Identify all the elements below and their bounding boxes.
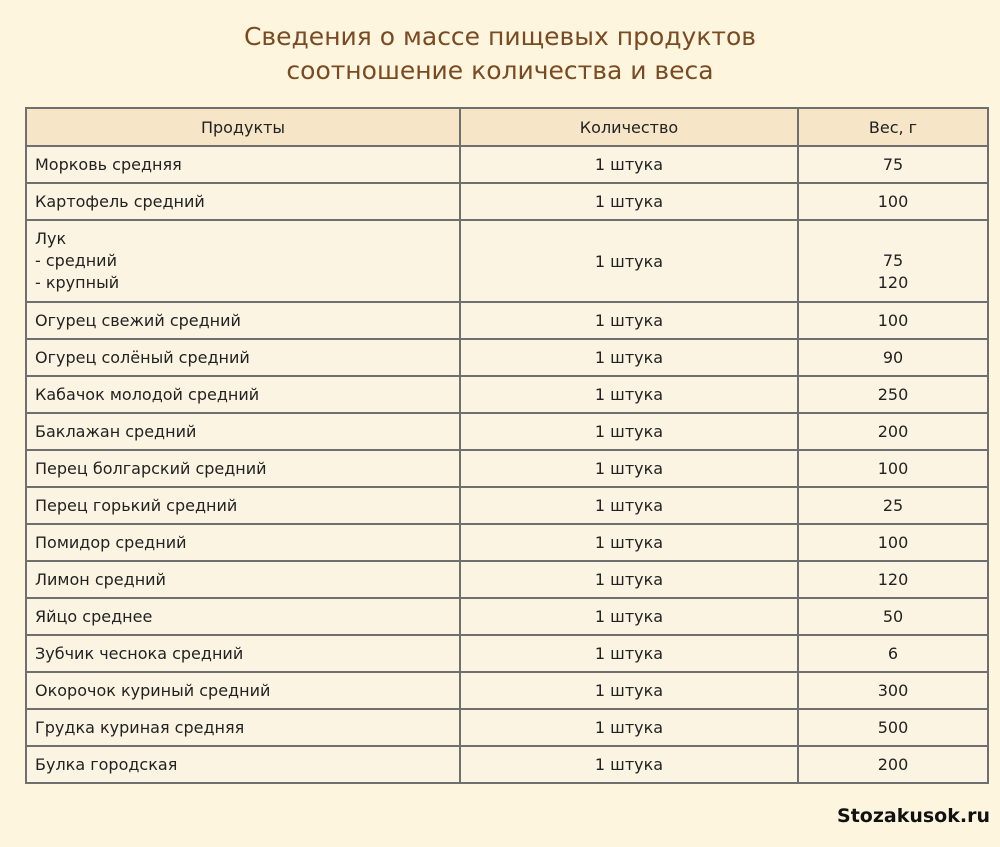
product-weight: 100 [798,183,988,220]
product-quantity: 1 штука [460,220,798,302]
product-quantity: 1 штука [460,302,798,339]
product-quantity: 1 штука [460,376,798,413]
product-quantity: 1 штука [460,183,798,220]
product-quantity: 1 штука [460,339,798,376]
product-name-line: Лук [35,229,67,248]
table-row [26,635,988,672]
product-weight: 200 [798,746,988,783]
product-weight: 6 [798,635,988,672]
product-weight: 90 [798,339,988,376]
table-row [26,376,988,413]
product-quantity: 1 штука [460,561,798,598]
table-row [26,561,988,598]
product-weight: 25 [798,487,988,524]
site-watermark: Stozakusok.ru [837,805,990,827]
product-quantity: 1 штука [460,146,798,183]
title-line-1: Сведения о массе пищевых продуктов [243,22,757,51]
product-weight: 120 [798,561,988,598]
product-weight: 100 [798,302,988,339]
product-name-line: - крупный [35,273,120,292]
product-name: Перец горький средний [26,487,460,524]
product-name: Кабачок молодой средний [26,376,460,413]
product-name: Морковь средняя [26,146,460,183]
product-weight: 200 [798,413,988,450]
table-row [26,709,988,746]
product-name: Лимон средний [26,561,460,598]
product-quantity: 1 штука [460,450,798,487]
table-row [26,524,988,561]
product-quantity: 1 штука [460,635,798,672]
product-name: Окорочок куриный средний [26,672,460,709]
product-weight: 300 [798,672,988,709]
product-name: Грудка куриная средняя [26,709,460,746]
table-row [26,672,988,709]
table-row [26,598,988,635]
product-name: Зубчик чеснока средний [26,635,460,672]
table-row [26,413,988,450]
product-weight [798,220,988,302]
product-quantity: 1 штука [460,746,798,783]
products-table [25,107,989,784]
page-title [0,20,1000,88]
product-name: Огурец солёный средний [26,339,460,376]
product-quantity: 1 штука [460,487,798,524]
product-quantity: 1 штука [460,672,798,709]
product-quantity: 1 штука [460,709,798,746]
product-weight: 50 [798,598,988,635]
product-weight: 100 [798,524,988,561]
product-quantity: 1 штука [460,598,798,635]
table-row [26,450,988,487]
product-name-line: - средний [35,251,117,270]
product-weight: 75 [798,146,988,183]
table-row [26,220,988,302]
product-name [26,220,460,302]
product-name: Булка городская [26,746,460,783]
table-row [26,183,988,220]
table-row [26,746,988,783]
title-line-2: соотношение количества и веса [286,56,714,85]
product-weight: 500 [798,709,988,746]
product-name: Перец болгарский средний [26,450,460,487]
product-weight: 100 [798,450,988,487]
product-name: Картофель средний [26,183,460,220]
header-quantity: Количество [460,108,798,146]
product-weight-line: 120 [877,273,909,292]
product-name: Помидор средний [26,524,460,561]
product-name: Баклажан средний [26,413,460,450]
table-row [26,487,988,524]
product-weight: 250 [798,376,988,413]
table-header-row [26,108,988,146]
header-products: Продукты [26,108,460,146]
header-weight: Вес, г [798,108,988,146]
product-name: Яйцо среднее [26,598,460,635]
product-name: Огурец свежий средний [26,302,460,339]
product-quantity: 1 штука [460,524,798,561]
table-row [26,302,988,339]
table-row [26,146,988,183]
product-weight-line: 75 [882,251,904,270]
product-quantity: 1 штука [460,413,798,450]
table-row [26,339,988,376]
